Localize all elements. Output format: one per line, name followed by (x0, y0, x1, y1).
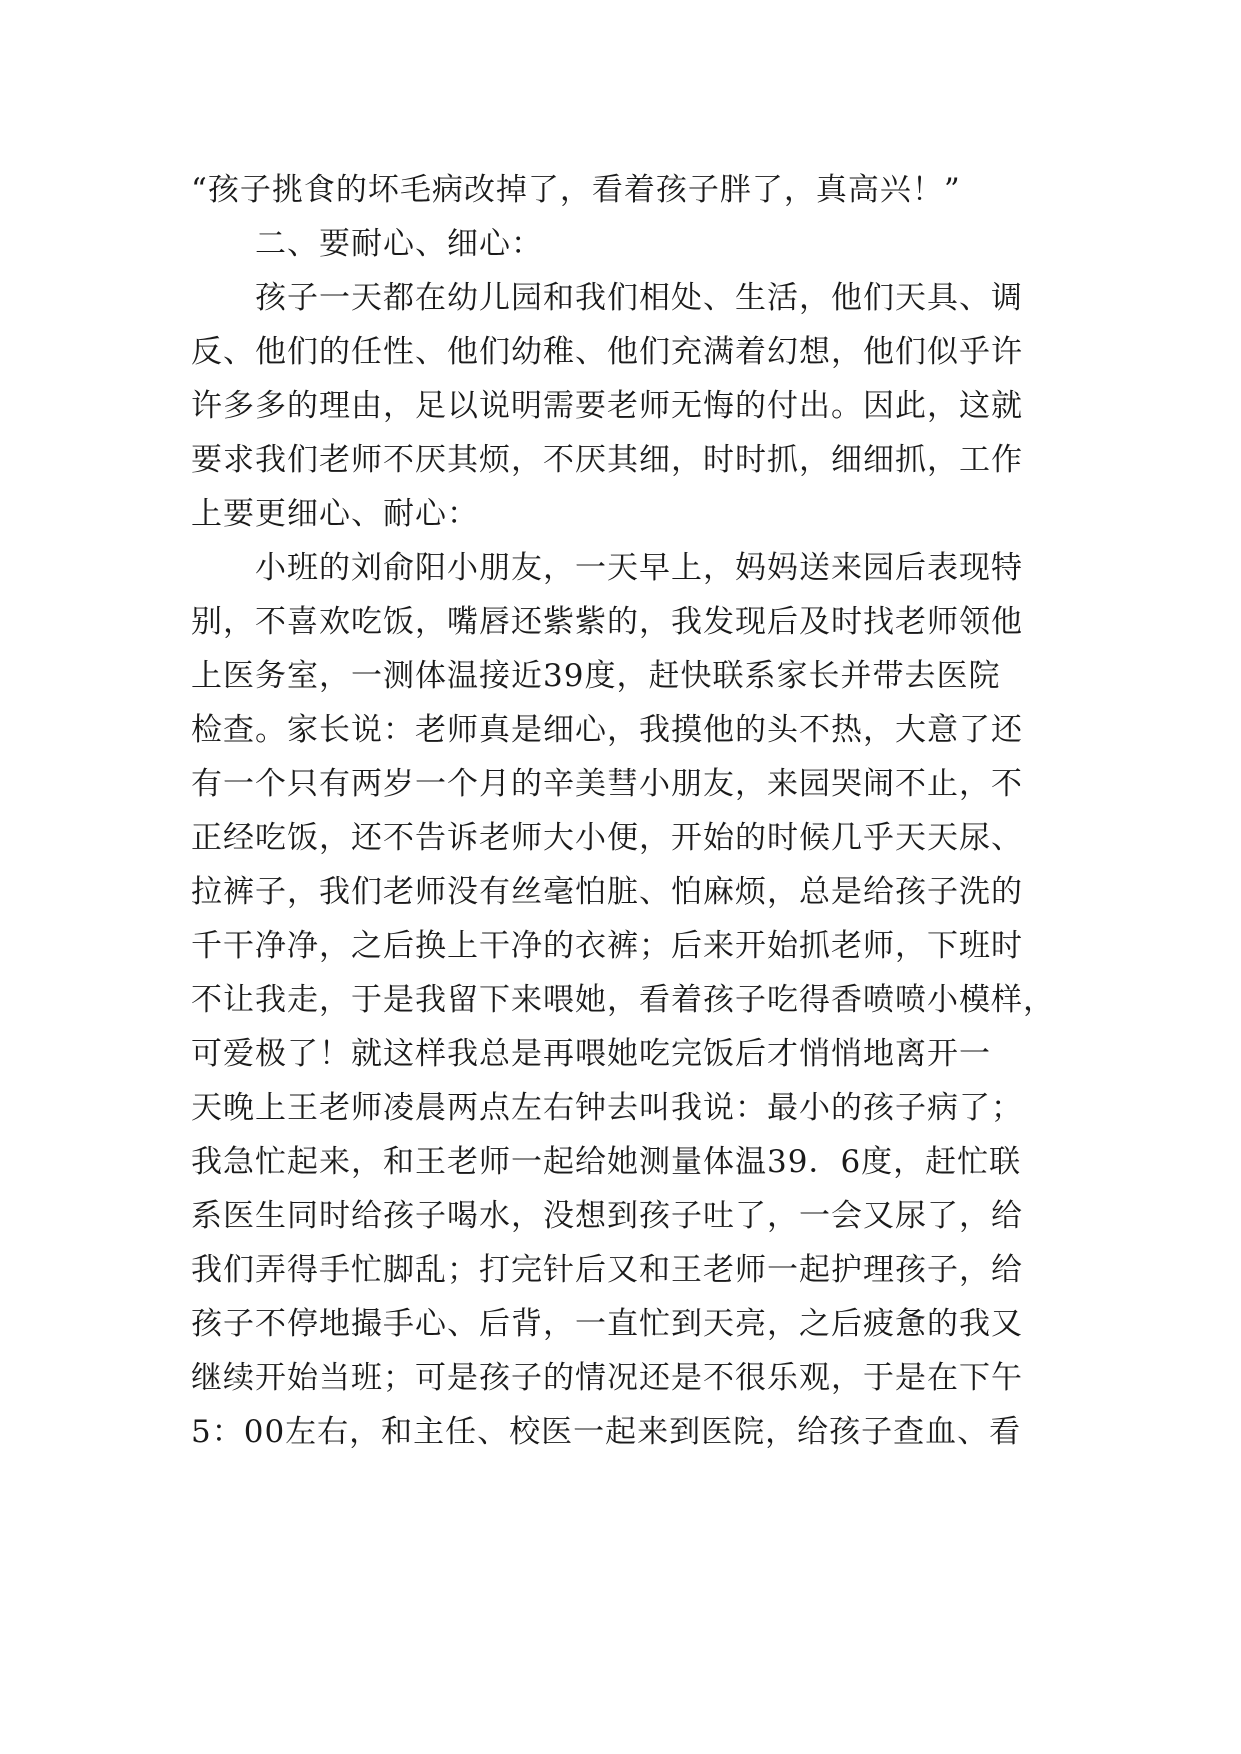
text-line: 天晚上王老师凌晨两点左右钟去叫我说：最小的孩子病了； (191, 1090, 1023, 1126)
text-line: 我急忙起来，和王老师一起给她测量体温39．6度，赶忙联 (191, 1144, 1022, 1180)
text-line: 我们弄得手忙脚乱；打完针后又和王老师一起护理孩子，给 (191, 1252, 1023, 1288)
text-line: 千干净净，之后换上干净的衣裤；后来开始抓老师，下班时 (191, 928, 1023, 964)
text-line: 别，不喜欢吃饭，嘴唇还紫紫的，我发现后及时找老师领他 (191, 604, 1023, 640)
text-line: 上医务室，一测体温接近39度，赶快联系家长并带去医院 (191, 658, 1001, 694)
text-line: 小班的刘俞阳小朋友，一天早上，妈妈送来园后表现特 (191, 550, 1023, 586)
text-line: 继续开始当班；可是孩子的情况还是不很乐观，于是在下午 (191, 1360, 1023, 1396)
body-text (191, 163, 1061, 1459)
section-heading: 二、要耐心、细心： (191, 226, 543, 262)
text-line: 孩子一天都在幼儿园和我们相处、生活，他们天具、调 (191, 280, 1023, 316)
text-line: 系医生同时给孩子喝水，没想到孩子吐了，一会又尿了，给 (191, 1198, 1023, 1234)
text-line: 有一个只有两岁一个月的辛美彗小朋友，来园哭闹不止，不 (191, 766, 1023, 802)
text-line: 可爱极了！就这样我总是再喂她吃完饭后才悄悄地离开一 (191, 1036, 991, 1072)
text-line: 许多多的理由，足以说明需要老师无悔的付出。因此，这就 (191, 388, 1023, 424)
text-line: 5：00左右，和主任、校医一起来到医院，给孩子查血、看 (191, 1414, 1022, 1450)
text-line: 孩子不停地撮手心、后背，一直忙到天亮，之后疲惫的我又 (191, 1306, 1023, 1342)
text-line: 上要更细心、耐心： (191, 496, 479, 532)
text-line: “孩子挑食的坏毛病改掉了，看着孩子胖了，真高兴！” (191, 172, 961, 208)
text-line: 反、他们的任性、他们幼稚、他们充满着幻想，他们似乎许 (191, 334, 1023, 370)
text-line: 检查。家长说：老师真是细心，我摸他的头不热，大意了还 (191, 712, 1023, 748)
text-line: 不让我走，于是我留下来喂她，看着孩子吃得香喷喷小模样， (191, 982, 1055, 1018)
text-line: 拉裤子，我们老师没有丝毫怕脏、怕麻烦，总是给孩子洗的 (191, 874, 1023, 910)
text-line: 正经吃饭，还不告诉老师大小便，开始的时候几乎天天尿、 (191, 820, 1023, 856)
text-line: 要求我们老师不厌其烦，不厌其细，时时抓，细细抓，工作 (191, 442, 1023, 478)
